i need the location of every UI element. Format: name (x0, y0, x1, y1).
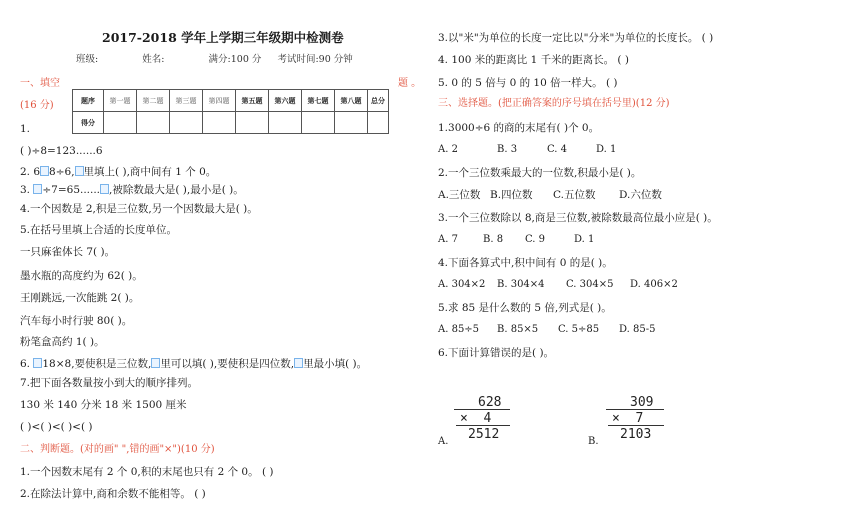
choice-option: B. 85×5 (497, 324, 539, 335)
name-label: 姓名: (142, 54, 165, 65)
choice-option: C. 9 (525, 234, 546, 245)
question-text: ( )÷8=123......6 (20, 145, 103, 157)
table-cell: 得分 (73, 112, 104, 134)
choice-option: D. 406×2 (630, 279, 678, 290)
choice-option: A. 304×2 (438, 279, 486, 290)
calc-a-op: × 4 (460, 411, 492, 426)
blank-box-icon (40, 166, 49, 176)
choice-option: B. 8 (483, 234, 504, 245)
score-input-cell[interactable] (170, 112, 203, 134)
choice-question: 5.求 85 是什么数的 5 倍,列式是( )。 (438, 302, 612, 314)
score-input-cell[interactable] (104, 112, 137, 134)
blank-box-icon (33, 358, 42, 368)
question-text: 2. 6 8÷6, 里填上( ),商中间有 1 个 0。 (20, 166, 217, 178)
choice-option: D. 85-5 (619, 324, 656, 335)
choice-question: 2.一个三位数乘最大的一位数,积最小是( )。 (438, 167, 642, 179)
section1-heading: 一、填空 (20, 78, 60, 89)
blank-box-icon (75, 166, 84, 176)
calc-a-label: A. (438, 436, 449, 447)
choice-option: C. 5÷85 (558, 324, 600, 335)
calc-b-op: × 7 (612, 411, 644, 426)
choice-option: B.四位数 (490, 189, 533, 201)
choice-question: 4.下面各算式中,积中间有 0 的是( )。 (438, 257, 613, 269)
exam-meta (76, 54, 353, 65)
question-text: ( )<( )<( )<( ) (20, 421, 93, 433)
choice-option: D.六位数 (619, 189, 662, 201)
choice-question: 6.下面计算错误的是( )。 (438, 347, 555, 359)
choice-option: A. 2 (438, 144, 458, 155)
question-text: 7.把下面各数量按小到大的顺序排列。 (20, 377, 199, 389)
table-cell: 第四题 (203, 90, 236, 112)
question-text: 王刚跳远,一次能跳 2( )。 (20, 292, 140, 304)
score-input-cell[interactable] (203, 112, 236, 134)
score-table (72, 89, 389, 134)
exam-time: 考试时间:90 分钟 (277, 54, 353, 65)
blank-box-icon (100, 184, 109, 194)
calc-b-top: 309 (630, 395, 654, 410)
calc-b-label: B. (588, 436, 599, 447)
choice-option: A.三位数 (438, 189, 481, 201)
table-cell: 总分 (368, 90, 389, 112)
calc-a-top: 628 (478, 395, 502, 410)
question-text: 粉笔盒高约 1( )。 (20, 336, 105, 348)
question-text: 4.一个因数是 2,积是三位数,另一个因数最大是( )。 (20, 203, 258, 215)
question-text: 5.在括号里填上合适的长度单位。 (20, 224, 178, 236)
choice-option: A. 85÷5 (438, 324, 480, 335)
section3-heading: 三、选择题。(把正确答案的序号填在括号里)(12 分) (438, 98, 670, 109)
table-cell: 第八题 (335, 90, 368, 112)
question-text: 3. ÷7=65...... ,被除数最大是( ),最小是( )。 (20, 184, 244, 196)
judge-item: 4. 100 米的距离比 1 千米的距离长。 ( ) (438, 54, 629, 66)
score-table-score-row (73, 112, 389, 134)
choice-question: 1.3000÷6 的商的末尾有( )个 0。 (438, 122, 600, 134)
table-cell: 题序 (73, 90, 104, 112)
question-text: 墨水瓶的高度约为 62( )。 (20, 270, 143, 282)
vertical-calc-a (454, 394, 514, 442)
vertical-calc-b (606, 394, 666, 442)
question-text: 一只麻雀体长 7( )。 (20, 246, 116, 258)
judge-item: 1.一个因数末尾有 2 个 0,积的末尾也只有 2 个 0。 ( ) (20, 466, 274, 478)
choice-option: A. 7 (438, 234, 458, 245)
question-text: 汽车每小时行驶 80( )。 (20, 315, 133, 327)
section2-heading: 二、判断题。(对的画" ",错的画"×")(10 分) (20, 444, 215, 455)
score-input-cell[interactable] (335, 112, 368, 134)
question-text: 1. (20, 123, 31, 135)
table-cell: 第一题 (104, 90, 137, 112)
score-input-cell[interactable] (137, 112, 170, 134)
choice-question: 3.一个三位数除以 8,商是三位数,被除数最高位最小应是( )。 (438, 212, 718, 224)
judge-item: 2.在除法计算中,商和余数不能相等。 ( ) (20, 488, 206, 500)
choice-option: B. 304×4 (497, 279, 545, 290)
table-cell: 第五题 (236, 90, 269, 112)
table-cell: 第六题 (269, 90, 302, 112)
table-cell: 第二题 (137, 90, 170, 112)
choice-option: D. 1 (574, 234, 595, 245)
table-cell: 第三题 (170, 90, 203, 112)
score-input-cell[interactable] (302, 112, 335, 134)
calc-a-result: 2512 (468, 427, 500, 442)
full-score: 满分:100 分 (208, 54, 262, 65)
calc-b-result: 2103 (620, 427, 652, 442)
choice-option: B. 3 (497, 144, 518, 155)
choice-option: C.五位数 (553, 189, 596, 201)
class-label: 班级: (76, 54, 99, 65)
section1-points: (16 分) (20, 100, 54, 111)
table-cell: 第七题 (302, 90, 335, 112)
score-input-cell[interactable] (269, 112, 302, 134)
score-input-cell[interactable] (368, 112, 389, 134)
judge-item: 3.以"米"为单位的长度一定比以"分米"为单位的长度长。 ( ) (438, 32, 714, 44)
blank-box-icon (294, 358, 303, 368)
question-text: 6. 18×8,要使积是三位数, 里可以填( ),要使积是四位数, 里最小填( )。 (20, 358, 368, 370)
section1-heading-tail: 题 。 (398, 78, 422, 89)
choice-option: C. 304×5 (566, 279, 614, 290)
score-input-cell[interactable] (236, 112, 269, 134)
choice-option: C. 4 (547, 144, 568, 155)
judge-item: 5. 0 的 5 倍与 0 的 10 倍一样大。 ( ) (438, 77, 618, 89)
choice-option: D. 1 (596, 144, 617, 155)
question-text: 130 米 140 分米 18 米 1500 厘米 (20, 399, 187, 411)
page-title: 2017-2018 学年上学期三年级期中检测卷 (102, 30, 344, 45)
score-table-header-row (73, 90, 389, 112)
blank-box-icon (33, 184, 42, 194)
